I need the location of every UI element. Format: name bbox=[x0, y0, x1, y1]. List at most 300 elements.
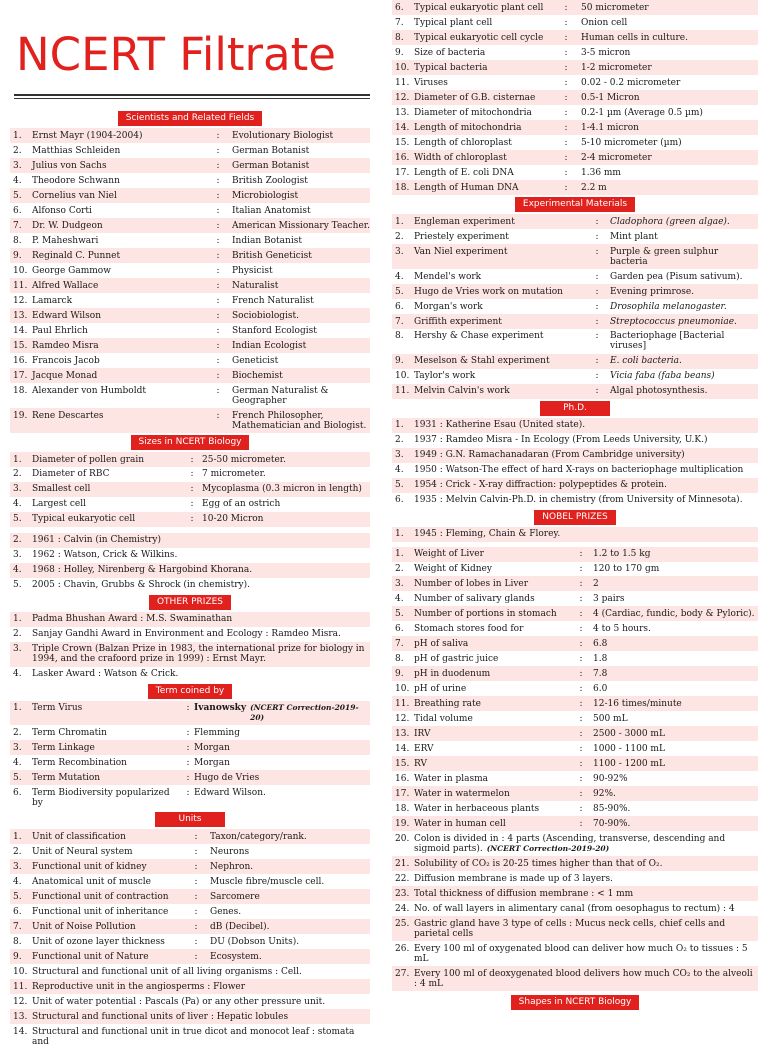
row-separator: : bbox=[194, 907, 198, 918]
row-label: Unit of Noise Pollution bbox=[32, 922, 136, 933]
row-number: 13. bbox=[13, 310, 28, 321]
row-number: 19. bbox=[395, 819, 410, 830]
row-label: Alexander von Humboldt bbox=[32, 385, 146, 396]
list-row bbox=[392, 463, 758, 478]
row-separator: : bbox=[216, 250, 220, 261]
row-separator: : bbox=[564, 107, 568, 118]
row-number: 1. bbox=[395, 529, 404, 540]
row-number: 18. bbox=[395, 804, 410, 815]
list-row bbox=[10, 740, 370, 755]
row-label: IRV bbox=[414, 729, 431, 740]
row-value: 0.02 - 0.2 micrometer bbox=[581, 77, 681, 88]
row-separator: : bbox=[579, 609, 583, 620]
row-label: ERV bbox=[414, 744, 434, 755]
row-separator: : bbox=[564, 47, 568, 58]
row-value: Edward Wilson. bbox=[194, 788, 266, 799]
list-row bbox=[10, 1024, 370, 1049]
row-text: Every 100 ml of deoxygenated blood delivers how much CO₂ to the alveoli : 4 mL bbox=[414, 968, 753, 989]
list-row bbox=[10, 383, 370, 408]
row-number: 18. bbox=[395, 182, 410, 193]
section-heading-other-prizes: OTHER PRIZES bbox=[149, 595, 231, 610]
row-label: Weight of Liver bbox=[414, 549, 484, 560]
list-row bbox=[10, 188, 370, 203]
row-separator: : bbox=[595, 286, 599, 297]
row-number: 1. bbox=[13, 832, 22, 843]
list-row bbox=[10, 701, 370, 726]
row-separator: : bbox=[216, 310, 220, 321]
row-label: Water in herbaceous plants bbox=[414, 804, 540, 815]
row-separator: : bbox=[595, 331, 599, 342]
list-row bbox=[10, 293, 370, 308]
row-label: Viruses bbox=[414, 77, 448, 88]
row-separator: : bbox=[190, 499, 194, 510]
row-number: 6. bbox=[395, 624, 404, 635]
row-value: Flemming bbox=[194, 728, 240, 739]
row-text: 1937 : Ramdeo Misra - In Ecology (From Leeds University, U.K.) bbox=[414, 435, 708, 446]
row-number: 5. bbox=[13, 892, 22, 903]
list-row bbox=[10, 278, 370, 293]
row-number: 5. bbox=[13, 773, 22, 784]
list-row bbox=[10, 578, 370, 593]
row-text: Colon is divided in : 4 parts (Ascending, transverse, descending and sigmoid parts). bbox=[414, 834, 726, 855]
row-separator: : bbox=[194, 862, 198, 873]
row-number: 12. bbox=[13, 295, 28, 306]
row-label: Ramdeo Misra bbox=[32, 340, 99, 351]
row-number: 3. bbox=[13, 743, 22, 754]
row-value: Evolutionary Biologist bbox=[232, 130, 334, 141]
row-label: Typical eukaryotic cell bbox=[32, 514, 136, 525]
list-row bbox=[10, 263, 370, 278]
list-row bbox=[392, 30, 758, 45]
list-row bbox=[10, 949, 370, 964]
row-separator: : bbox=[216, 160, 220, 171]
section-heading-sizes: Sizes in NCERT Biology bbox=[131, 435, 250, 450]
list-row bbox=[10, 548, 370, 563]
row-value: French Naturalist bbox=[232, 295, 314, 306]
row-text-wrap bbox=[32, 580, 370, 590]
row-number: 1. bbox=[13, 703, 22, 714]
row-text-wrap bbox=[414, 859, 758, 869]
row-separator: : bbox=[564, 122, 568, 133]
row-label: Largest cell bbox=[32, 499, 86, 510]
list-row bbox=[392, 816, 758, 831]
row-value: 1-2 micrometer bbox=[581, 62, 652, 73]
row-number: 1. bbox=[13, 454, 22, 465]
row-label: Priestely experiment bbox=[414, 231, 509, 242]
row-label: Length of E. coli DNA bbox=[414, 167, 514, 178]
row-value: Geneticist bbox=[232, 355, 279, 366]
row-separator: : bbox=[579, 549, 583, 560]
row-separator: : bbox=[564, 77, 568, 88]
list-row bbox=[392, 214, 758, 229]
row-text: Structural and functional unit of all living organisms : Cell. bbox=[32, 967, 302, 978]
row-separator: : bbox=[186, 743, 190, 754]
row-text: Triple Crown (Balzan Prize in 1983, the international prize for biology in 1994, and the crafoord prize in 1999) : Ernst Mayr. bbox=[32, 644, 365, 665]
row-separator: : bbox=[595, 231, 599, 242]
row-label: Julius von Sachs bbox=[32, 160, 107, 171]
row-separator: : bbox=[579, 744, 583, 755]
row-separator: : bbox=[579, 624, 583, 635]
left-column bbox=[10, 0, 370, 1049]
row-text: Structural and functional unit in true dicot and monocot leaf : stomata and bbox=[32, 1027, 355, 1047]
row-label: Typical eukaryotic plant cell bbox=[414, 2, 544, 13]
row-separator: : bbox=[216, 385, 220, 396]
list-row bbox=[392, 886, 758, 901]
row-number: 3. bbox=[13, 644, 22, 655]
row-separator: : bbox=[190, 469, 194, 480]
list-row bbox=[10, 964, 370, 979]
list-row bbox=[392, 229, 758, 244]
row-value: 6.8 bbox=[593, 639, 608, 650]
list-row bbox=[10, 308, 370, 323]
row-label: pH of urine bbox=[414, 684, 467, 695]
list-row bbox=[392, 756, 758, 771]
row-number: 9. bbox=[395, 356, 404, 367]
row-number: 23. bbox=[395, 888, 410, 899]
row-separator: : bbox=[194, 832, 198, 843]
row-separator: : bbox=[216, 265, 220, 276]
list-row bbox=[10, 203, 370, 218]
row-label: Diameter of RBC bbox=[32, 469, 110, 480]
list-row bbox=[392, 606, 758, 621]
row-number: 12. bbox=[395, 714, 410, 725]
row-value: American Missionary Teacher. bbox=[232, 220, 370, 231]
row-label: RV bbox=[414, 759, 427, 770]
row-label: Stomach stores food for bbox=[414, 624, 524, 635]
row-number: 25. bbox=[395, 918, 410, 929]
row-value: E. coli bacteria. bbox=[610, 356, 682, 367]
row-value: Italian Anatomist bbox=[232, 205, 311, 216]
row-text: 1954 : Crick - X-ray diffraction: polypeptides & protein. bbox=[414, 480, 667, 491]
row-value: 85-90%. bbox=[593, 804, 631, 815]
row-number: 7. bbox=[395, 316, 404, 327]
list-row bbox=[392, 621, 758, 636]
list-row bbox=[10, 725, 370, 740]
list-row bbox=[392, 741, 758, 756]
list-row bbox=[392, 801, 758, 816]
row-number: 5. bbox=[13, 580, 22, 591]
row-label: Length of chloroplast bbox=[414, 137, 512, 148]
list-row bbox=[10, 829, 370, 844]
list-row bbox=[392, 856, 758, 871]
row-label: Diameter of G.B. cisternae bbox=[414, 92, 536, 103]
row-value: 50 micrometer bbox=[581, 2, 649, 13]
list-row bbox=[10, 338, 370, 353]
list-row bbox=[392, 562, 758, 577]
row-number: 17. bbox=[395, 789, 410, 800]
row-number: 4. bbox=[395, 594, 404, 605]
row-value: Sarcomere bbox=[210, 892, 260, 903]
row-label: Rene Descartes bbox=[32, 410, 104, 421]
row-value: Cladophora (green algae). bbox=[610, 216, 730, 227]
row-value: 3-5 micron bbox=[581, 47, 631, 58]
list-row bbox=[392, 711, 758, 726]
row-label: Hugo de Vries work on mutation bbox=[414, 286, 563, 297]
list-row bbox=[10, 452, 370, 467]
row-number: 12. bbox=[395, 92, 410, 103]
row-label: Term Chromatin bbox=[32, 728, 107, 739]
row-number: 3. bbox=[13, 550, 22, 561]
list-row bbox=[10, 612, 370, 627]
list-row bbox=[392, 651, 758, 666]
row-separator: : bbox=[186, 703, 190, 714]
row-value: 1.36 mm bbox=[581, 167, 621, 178]
row-text: Solubility of CO₂ is 20-25 times higher than that of O₂. bbox=[414, 859, 663, 869]
row-label: Smallest cell bbox=[32, 484, 91, 495]
row-separator: : bbox=[216, 235, 220, 246]
row-number: 3. bbox=[395, 579, 404, 590]
list-row bbox=[392, 636, 758, 651]
row-separator: : bbox=[579, 669, 583, 680]
row-value: Ivanowsky bbox=[194, 703, 247, 714]
row-number: 12. bbox=[13, 997, 28, 1008]
section-heading-shapes: Shapes in NCERT Biology bbox=[511, 995, 640, 1010]
row-label: Lamarck bbox=[32, 295, 73, 306]
row-number: 16. bbox=[395, 152, 410, 163]
row-number: 10. bbox=[13, 265, 28, 276]
row-number: 15. bbox=[395, 137, 410, 148]
row-number: 2. bbox=[13, 145, 22, 156]
row-note: (NCERT Correction-2019-20) bbox=[486, 844, 610, 854]
row-number: 11. bbox=[13, 280, 28, 291]
list-row bbox=[392, 831, 758, 856]
row-number: 1. bbox=[395, 216, 404, 227]
row-label: Number of lobes in Liver bbox=[414, 579, 529, 590]
row-label: Term Biodiversity popularized by bbox=[32, 788, 170, 809]
row-value: Onion cell bbox=[581, 17, 628, 28]
row-value: Mint plant bbox=[610, 231, 658, 242]
row-value: 1.2 to 1.5 kg bbox=[593, 549, 651, 560]
list-row bbox=[10, 994, 370, 1009]
row-text-wrap bbox=[32, 669, 370, 679]
list-row bbox=[10, 979, 370, 994]
list-row bbox=[392, 433, 758, 448]
row-separator: : bbox=[216, 340, 220, 351]
row-number: 5. bbox=[395, 609, 404, 620]
row-label: Jacque Monad bbox=[32, 370, 98, 381]
row-text-wrap bbox=[414, 889, 758, 899]
list-row bbox=[10, 323, 370, 338]
list-row bbox=[392, 105, 758, 120]
row-number: 14. bbox=[395, 744, 410, 755]
row-label: Mendel's work bbox=[414, 271, 482, 282]
row-label: Functional unit of inheritance bbox=[32, 907, 169, 918]
list-row bbox=[392, 901, 758, 916]
title-rule-thin bbox=[14, 98, 370, 99]
row-label: Unit of ozone layer thickness bbox=[32, 937, 165, 948]
list-row bbox=[10, 563, 370, 578]
row-number: 6. bbox=[13, 907, 22, 918]
row-value: German Naturalist & Geographer bbox=[232, 385, 329, 406]
list-row bbox=[392, 871, 758, 886]
list-row bbox=[392, 244, 758, 269]
other-prizes-list bbox=[10, 612, 370, 682]
list-row bbox=[392, 966, 758, 991]
row-separator: : bbox=[579, 564, 583, 575]
experiments-list bbox=[392, 214, 758, 399]
row-text-wrap bbox=[414, 495, 758, 505]
list-row bbox=[10, 667, 370, 682]
row-number: 14. bbox=[395, 122, 410, 133]
row-value: Ecosystem. bbox=[210, 952, 262, 963]
row-label: Unit of classification bbox=[32, 832, 126, 843]
row-label: Functional unit of Nature bbox=[32, 952, 149, 963]
row-text-wrap bbox=[414, 919, 758, 939]
row-separator: : bbox=[216, 325, 220, 336]
list-row bbox=[392, 493, 758, 508]
list-row bbox=[392, 448, 758, 463]
row-label: Cornelius van Niel bbox=[32, 190, 117, 201]
list-row bbox=[10, 770, 370, 785]
row-separator: : bbox=[216, 130, 220, 141]
row-separator: : bbox=[216, 190, 220, 201]
row-label: pH of saliva bbox=[414, 639, 469, 650]
list-row bbox=[10, 874, 370, 889]
list-row bbox=[10, 233, 370, 248]
row-separator: : bbox=[194, 847, 198, 858]
row-value: 2-4 micrometer bbox=[581, 152, 652, 163]
row-label: Griffith experiment bbox=[414, 316, 502, 327]
row-separator: : bbox=[579, 639, 583, 650]
row-value: 6.0 bbox=[593, 684, 608, 695]
list-row bbox=[10, 859, 370, 874]
row-value: 2 bbox=[593, 579, 599, 590]
row-number: 3. bbox=[395, 450, 404, 461]
row-text: 1935 : Melvin Calvin-Ph.D. in chemistry (from University of Minnesota). bbox=[414, 495, 743, 506]
row-number: 2. bbox=[395, 435, 404, 446]
row-value: Garden pea (Pisum sativum). bbox=[610, 271, 743, 282]
row-text: Total thickness of diffusion membrane : < 1 mm bbox=[414, 888, 634, 899]
row-number: 2. bbox=[395, 231, 404, 242]
row-label: Unit of Neural system bbox=[32, 847, 133, 858]
row-separator: : bbox=[216, 205, 220, 216]
row-text: Reproductive unit in the angiosperms : Flower bbox=[32, 982, 246, 993]
row-separator: : bbox=[564, 182, 568, 193]
row-value: 4 (Cardiac, fundic, body & Pyloric). bbox=[593, 609, 755, 620]
row-value: Mycoplasma (0.3 micron in length) bbox=[202, 484, 362, 495]
row-separator: : bbox=[564, 32, 568, 43]
row-number: 10. bbox=[395, 371, 410, 382]
list-row bbox=[10, 627, 370, 642]
row-separator: : bbox=[595, 386, 599, 397]
list-row bbox=[392, 941, 758, 966]
row-value: Muscle fibre/muscle cell. bbox=[210, 877, 325, 888]
row-text: 1949 : G.N. Ramachanadaran (From Cambridge university) bbox=[414, 450, 685, 461]
row-separator: : bbox=[564, 2, 568, 13]
row-text: 1945 : Fleming, Chain & Florey. bbox=[414, 529, 561, 540]
list-row bbox=[392, 576, 758, 591]
row-label: Alfonso Corti bbox=[32, 205, 92, 216]
row-label: Reginald C. Punnet bbox=[32, 250, 121, 261]
row-text-wrap bbox=[414, 480, 758, 490]
row-label: Term Virus bbox=[32, 703, 83, 714]
section-heading-phd: Ph.D. bbox=[540, 401, 610, 416]
row-value: 7 micrometer. bbox=[202, 469, 266, 480]
row-text-wrap bbox=[414, 874, 758, 884]
row-value: Taxon/category/rank. bbox=[210, 832, 307, 843]
list-row bbox=[10, 368, 370, 383]
nobel-list bbox=[392, 527, 758, 542]
list-row bbox=[392, 60, 758, 75]
row-label: Width of chloroplast bbox=[414, 152, 507, 163]
row-separator: : bbox=[595, 371, 599, 382]
list-row bbox=[392, 681, 758, 696]
row-separator: : bbox=[595, 316, 599, 327]
row-separator: : bbox=[595, 246, 599, 257]
row-value: 0.5-1 Micron bbox=[581, 92, 640, 103]
row-number: 6. bbox=[13, 788, 22, 799]
row-number: 10. bbox=[395, 684, 410, 695]
row-text: Padma Bhushan Award : M.S. Swaminathan bbox=[32, 614, 233, 625]
row-text-wrap bbox=[32, 629, 370, 639]
row-label: Functional unit of kidney bbox=[32, 862, 147, 873]
row-value: Naturalist bbox=[232, 280, 279, 291]
row-label: Number of salivary glands bbox=[414, 594, 535, 605]
list-row bbox=[392, 354, 758, 369]
row-separator: : bbox=[595, 356, 599, 367]
row-separator: : bbox=[186, 758, 190, 769]
row-value: French Philosopher, Mathematician and Biologist. bbox=[232, 410, 367, 431]
row-text: 1968 : Holley, Nirenberg & Hargobind Khorana. bbox=[32, 565, 253, 576]
scientists-list bbox=[10, 128, 370, 433]
row-label: Length of mitochondria bbox=[414, 122, 522, 133]
row-value: 1-4.1 micron bbox=[581, 122, 639, 133]
row-value: Drosophila melanogaster. bbox=[610, 301, 727, 312]
row-number: 15. bbox=[395, 759, 410, 770]
row-number: 26. bbox=[395, 943, 410, 954]
row-number: 13. bbox=[395, 107, 410, 118]
row-label: Alfred Wallace bbox=[32, 280, 99, 291]
row-value: Vicia faba (faba beans) bbox=[610, 371, 715, 382]
row-number: 27. bbox=[395, 968, 410, 979]
row-label: Functional unit of contraction bbox=[32, 892, 169, 903]
phd-list bbox=[392, 418, 758, 508]
row-value: 1100 - 1200 mL bbox=[593, 759, 665, 770]
row-separator: : bbox=[216, 280, 220, 291]
row-separator: : bbox=[194, 937, 198, 948]
row-separator: : bbox=[579, 819, 583, 830]
list-row bbox=[392, 15, 758, 30]
brand-header bbox=[10, 0, 370, 92]
row-value: Indian Ecologist bbox=[232, 340, 307, 351]
row-value: 2.2 m bbox=[581, 182, 607, 193]
list-row bbox=[392, 696, 758, 711]
row-number: 7. bbox=[13, 220, 22, 231]
row-value: 7.8 bbox=[593, 669, 608, 680]
list-row bbox=[10, 1009, 370, 1024]
row-value: Human cells in culture. bbox=[581, 32, 688, 43]
row-label: Engleman experiment bbox=[414, 216, 515, 227]
row-label: Typical plant cell bbox=[414, 17, 493, 28]
row-number: 18. bbox=[13, 385, 28, 396]
row-label: Hershy & Chase experiment bbox=[414, 331, 544, 342]
row-separator: : bbox=[216, 145, 220, 156]
row-number: 8. bbox=[395, 331, 404, 342]
row-text: Diffusion membrane is made up of 3 layers. bbox=[414, 873, 613, 884]
row-text-wrap bbox=[32, 1012, 370, 1022]
row-text-wrap bbox=[32, 1027, 370, 1047]
list-row bbox=[10, 904, 370, 919]
row-number: 9. bbox=[395, 47, 404, 58]
row-number: 8. bbox=[13, 235, 22, 246]
row-label: Diameter of pollen grain bbox=[32, 454, 145, 465]
row-value: British Zoologist bbox=[232, 175, 308, 186]
row-text: 1962 : Watson, Crick & Wilkins. bbox=[32, 550, 178, 561]
list-row bbox=[392, 299, 758, 314]
row-text-wrap bbox=[32, 982, 370, 992]
row-text-wrap bbox=[32, 550, 370, 560]
nobel-list-continued bbox=[10, 533, 370, 593]
